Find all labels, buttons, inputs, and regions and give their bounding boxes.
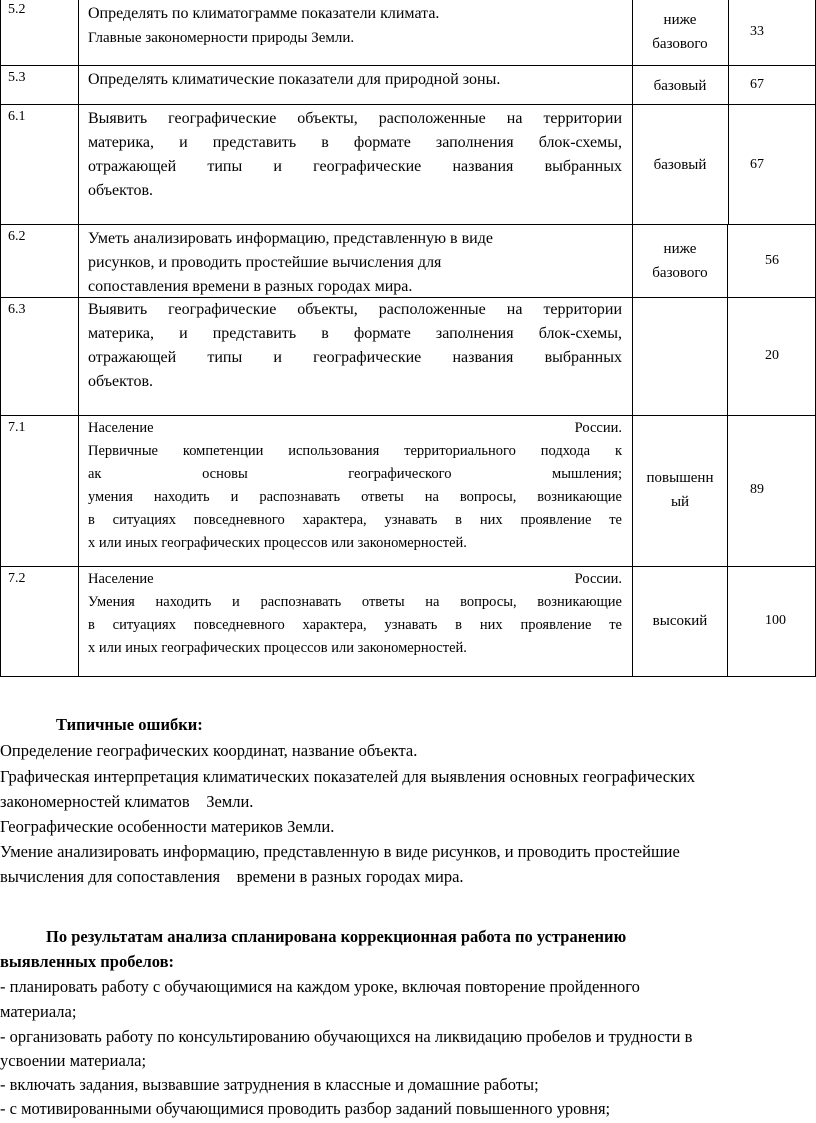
percent-value: 56 (765, 253, 779, 268)
task-text-line: Выявить географические объекты, расположенные на территории (88, 110, 622, 127)
level-text: повышенн (646, 470, 714, 486)
task-number: 5.3 (8, 70, 26, 85)
plan-item: - организовать работу по консультированию обучающихся на ликвидацию пробелов и трудности в (0, 1027, 693, 1046)
error-item: вычисления для сопоставления времени в разных городах мира. (0, 867, 464, 886)
task-description (88, 68, 622, 92)
table-column-divider (727, 224, 728, 677)
table-row (0, 224, 816, 298)
task-text-line: Определять климатические показатели для природной зоны. (88, 71, 501, 88)
task-number: 6.1 (8, 109, 26, 124)
table-border-left (0, 0, 1, 677)
table-row (0, 415, 816, 567)
task-text-line: отражающей типы и географические названия выбранных (88, 349, 622, 366)
task-text-line: Умения находить и распознавать ответы на вопросы, возникающие (88, 594, 622, 610)
error-item: Умение анализировать информацию, представленную в виде рисунков, и проводить простейшие (0, 842, 680, 861)
task-text-line: в ситуациях повседневного характера, узнавать в них проявление те (88, 512, 622, 528)
percent-value: 100 (765, 613, 786, 628)
task-description (88, 417, 622, 555)
task-text-line: Население России. (88, 420, 622, 436)
task-description (88, 298, 622, 394)
level-text: ниже (663, 241, 697, 257)
task-text-line: Первичные компетенции использования территориального подхода к (88, 443, 622, 459)
task-text-line: х или иных географических процессов или закономерностей. (88, 535, 467, 551)
table-row (0, 0, 816, 66)
percent-value: 20 (765, 348, 779, 363)
table-row (0, 566, 816, 677)
task-number: 7.2 (8, 571, 26, 586)
table-column-divider (78, 0, 79, 677)
plan-item: - планировать работу с обучающимися на каждом уроке, включая повторение пройденного (0, 977, 640, 996)
achievement-level: базовый (653, 78, 707, 94)
error-item: Географические особенности материков Земли. (0, 817, 335, 836)
table-row (0, 297, 816, 416)
table-column-divider (728, 65, 729, 105)
plan-heading: По результатам анализа спланирована коррекционная работа по устранению (46, 927, 627, 946)
achievement-level: высокий (652, 613, 708, 629)
achievement-level (632, 237, 728, 285)
task-description (88, 2, 622, 50)
task-text-line: х или иных географических процессов или закономерностей. (88, 640, 467, 656)
plan-item: усвоении материала; (0, 1051, 147, 1070)
task-text-line: рисунков, и проводить простейшие вычисления для (88, 254, 442, 271)
level-text: ый (670, 494, 690, 510)
table-column-divider (728, 104, 729, 225)
task-text-line: Главные закономерности природы Земли. (88, 30, 355, 46)
plan-item: материала; (0, 1002, 77, 1021)
task-text-line: в ситуациях повседневного характера, узнавать в них проявление те (88, 617, 622, 633)
task-text-line: сопоставления времени в разных городах мира. (88, 278, 413, 295)
plan-item: - с мотивированными обучающимися проводить разбор заданий повышенного уровня; (0, 1099, 611, 1118)
plan-heading: выявленных пробелов: (0, 952, 175, 971)
error-item: закономерностей климатов Земли. (0, 792, 254, 811)
task-text-line: Население России. (88, 571, 622, 587)
errors-heading: Типичные ошибки: (56, 715, 203, 734)
task-text-line: материка, и представить в формате заполнения блок-схемы, (88, 134, 622, 151)
task-description (88, 568, 622, 660)
achievement-level (632, 466, 728, 514)
task-number: 6.2 (8, 229, 26, 244)
task-text-line: объектов. (88, 182, 154, 199)
task-text-line: Уметь анализировать информацию, представленную в виде (88, 230, 493, 247)
achievement-level: базовый (653, 157, 707, 173)
task-text-line: ак основы географического мышления; (88, 466, 622, 482)
task-text-line: материка, и представить в формате заполнения блок-схемы, (88, 325, 622, 342)
error-item: Определение географических координат, название объекта. (0, 741, 418, 760)
task-number: 5.2 (8, 2, 26, 17)
achievement-level (632, 8, 728, 56)
table-row (0, 104, 816, 225)
table-column-divider (632, 0, 633, 677)
task-text-line: Определять по климатограмме показатели климата. (88, 5, 440, 22)
percent-value: 67 (750, 157, 764, 172)
percent-value: 33 (750, 24, 764, 39)
table-column-divider (728, 0, 729, 66)
task-number: 7.1 (8, 420, 26, 435)
task-text-line: Выявить географические объекты, расположенные на территории (88, 301, 622, 318)
error-item: Графическая интерпретация климатических показателей для выявления основных географических (0, 767, 696, 786)
task-description (88, 227, 622, 299)
level-text: базового (652, 36, 708, 52)
task-text-line: объектов. (88, 373, 154, 390)
percent-value: 89 (750, 482, 764, 497)
table-row (0, 65, 816, 105)
level-text: базового (652, 265, 708, 281)
task-text-line: умения находить и распознавать ответы на вопросы, возникающие (88, 489, 622, 505)
level-text: ниже (663, 12, 697, 28)
task-number: 6.3 (8, 302, 26, 317)
task-description (88, 107, 622, 203)
percent-value: 67 (750, 77, 764, 92)
task-text-line: отражающей типы и географические названия выбранных (88, 158, 622, 175)
plan-item: - включать задания, вызвавшие затруднения в классные и домашние работы; (0, 1075, 539, 1094)
